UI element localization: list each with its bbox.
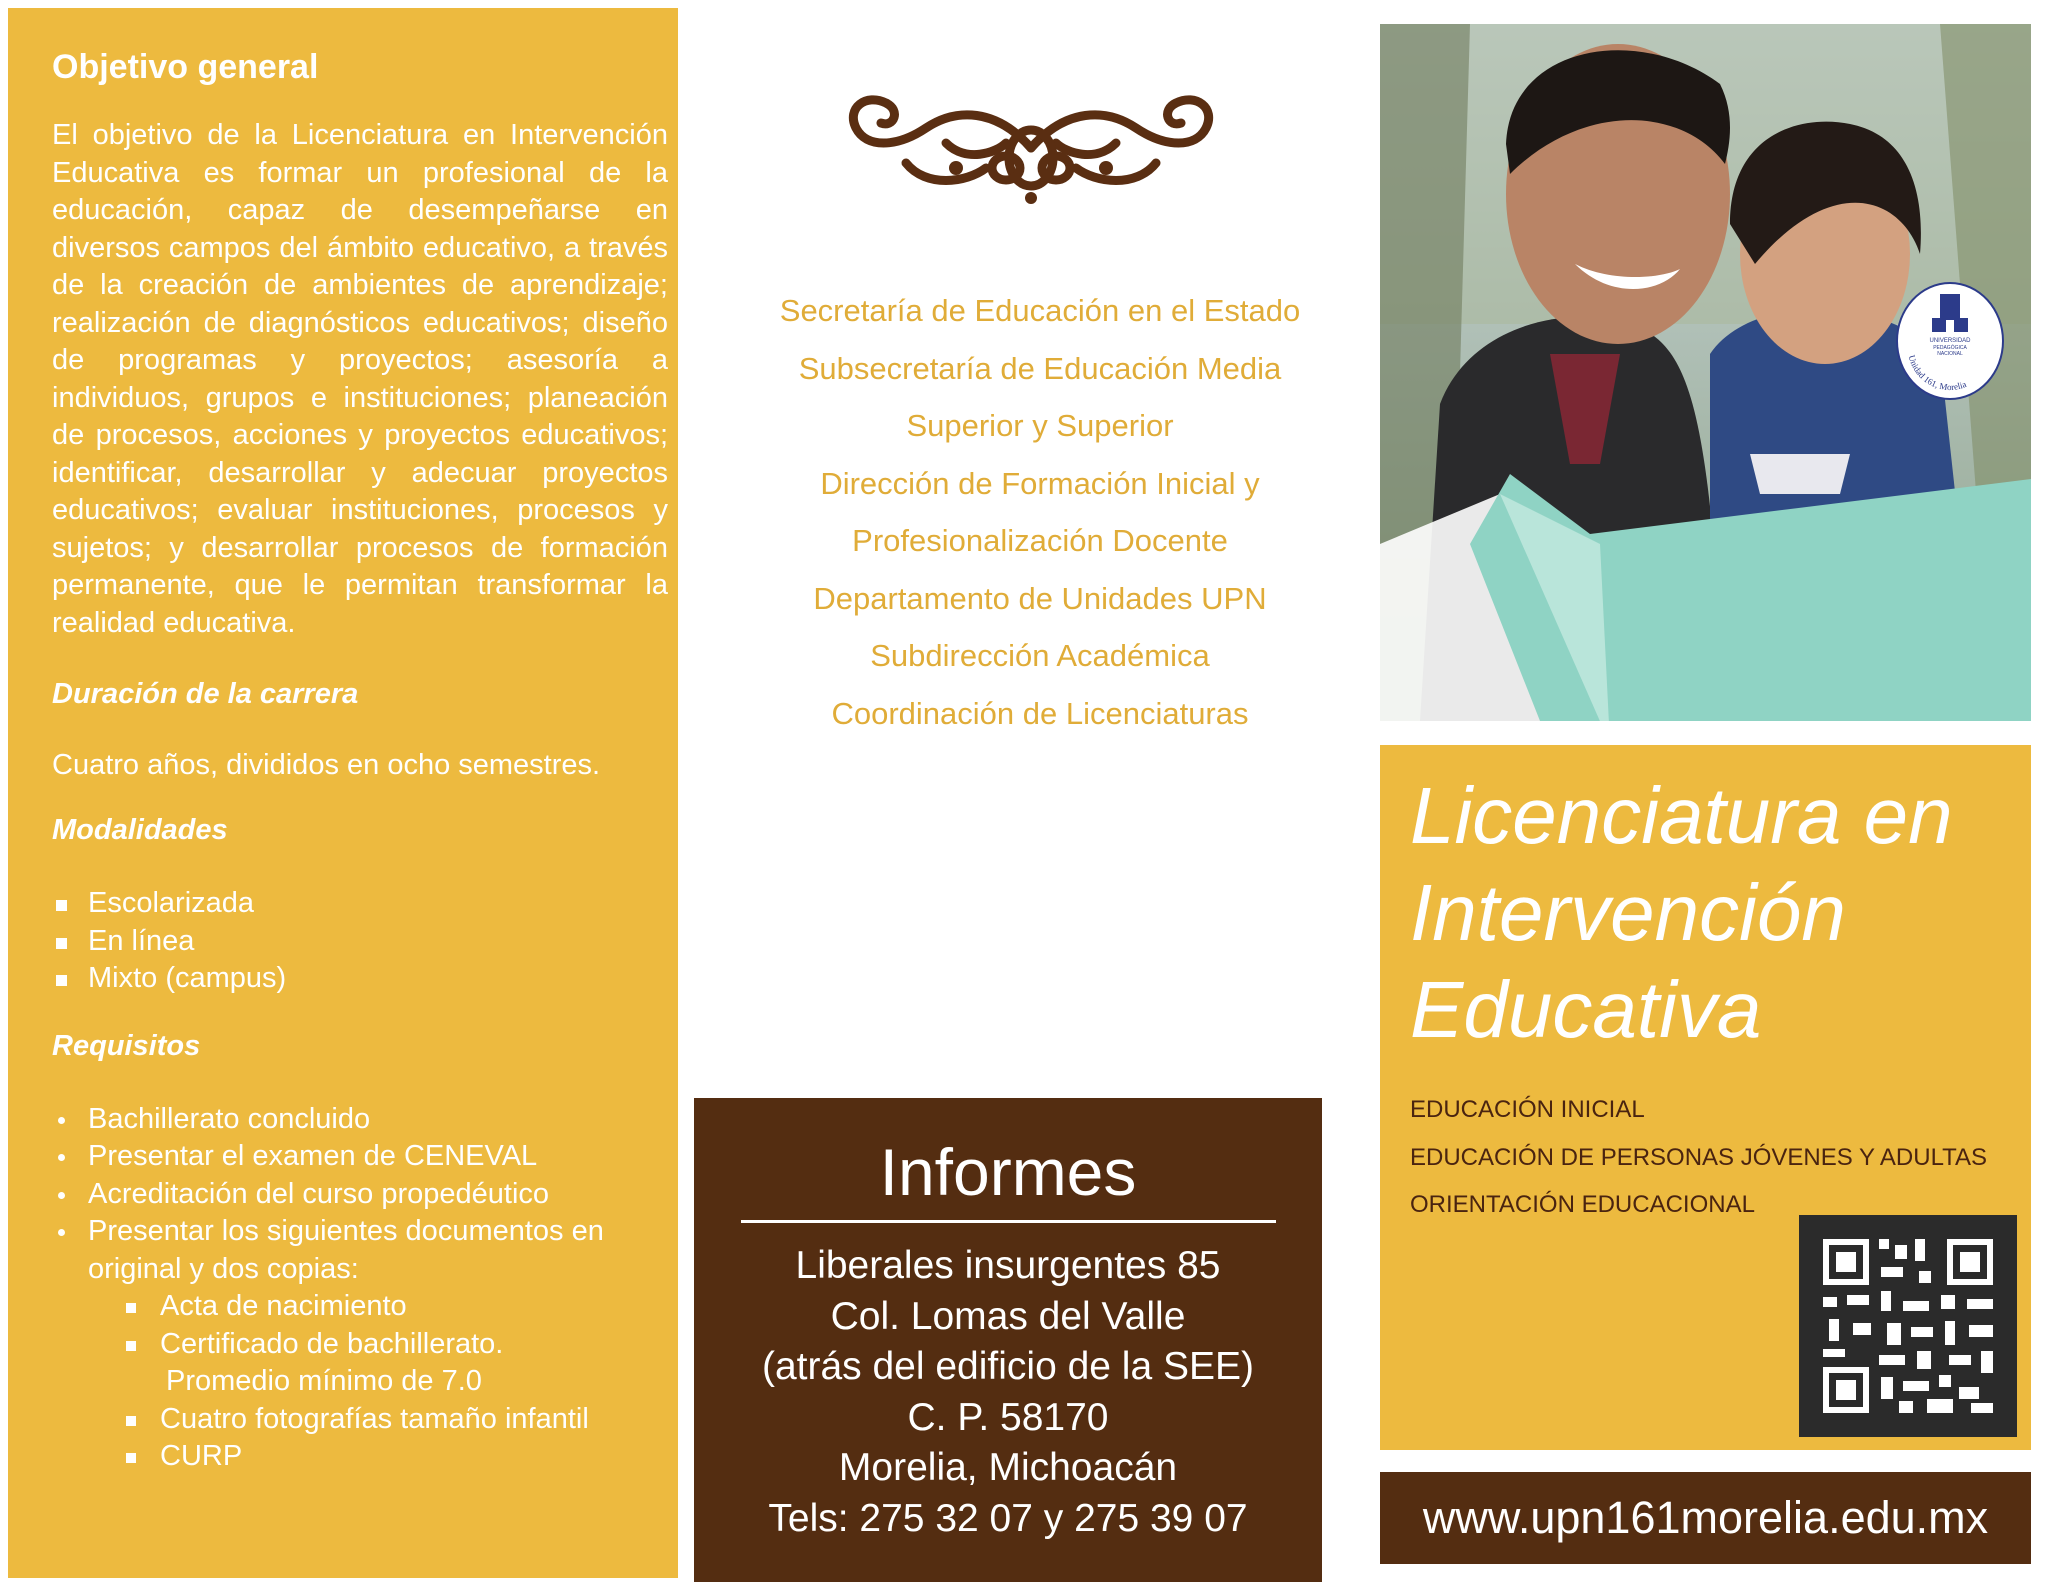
mode-item: Mixto (campus) [52, 960, 658, 998]
website-bar[interactable] [1380, 1472, 2031, 1564]
contact-info [694, 1241, 1322, 1544]
contact-line: (atrás del edificio de la SEE) [761, 1345, 1255, 1388]
logo-line-1: UNIVERSIDAD [1929, 338, 1971, 344]
mode-item: En línea [52, 923, 658, 961]
title-line: Licenciatura en [1410, 771, 1953, 860]
org-line: Dirección de Formación Inicial y [820, 465, 1260, 501]
org-line: Subdirección Académica [870, 638, 1210, 673]
title-line: Educativa [1410, 965, 1762, 1054]
requirement-item: Acreditación del curso propedéutico [52, 1176, 658, 1214]
divider [741, 1220, 1276, 1223]
qr-code [1799, 1215, 2017, 1437]
modes-list [52, 885, 658, 998]
objective-title: Objetivo general [52, 48, 319, 86]
option-item: EDUCACIÓN INICIAL [1410, 1096, 1645, 1123]
documents-list [124, 1288, 658, 1476]
org-line: Departamento de Unidades UPN [813, 580, 1267, 616]
program-title [1410, 767, 2031, 1058]
duration-text: Cuatro años, divididos en ocho semestres. [52, 749, 601, 781]
informes-panel [694, 1098, 1322, 1582]
logo-line-2: PEDAGÓGICA [1933, 345, 1967, 351]
requirement-item: Presentar el examen de CENEVAL [52, 1138, 658, 1176]
website-link[interactable]: www.upn161morelia.edu.mx [1422, 1492, 1989, 1543]
mode-item: Escolarizada [52, 885, 658, 923]
contact-line: Morelia, Michoacán [838, 1446, 1178, 1489]
org-line: Secretaría de Educación en el Estado [779, 293, 1301, 328]
program-options [1410, 1086, 2031, 1229]
organizations-list [700, 282, 1380, 742]
document-item: Certificado de bachillerato. [124, 1326, 658, 1364]
document-item: Acta de nacimiento [124, 1288, 658, 1326]
document-item: Cuatro fotografías tamaño infantil [124, 1401, 658, 1439]
left-panel [8, 8, 678, 1578]
informes-title: Informes [879, 1135, 1137, 1209]
modes-title: Modalidades [52, 814, 228, 846]
document-item: CURP [124, 1438, 658, 1476]
contact-line: Col. Lomas del Valle [830, 1294, 1186, 1338]
requirements-title: Requisitos [52, 1029, 201, 1062]
phone-line: Tels: 275 32 07 y 275 39 07 [768, 1496, 1248, 1540]
requirements-list [52, 1101, 658, 1289]
org-line: Superior y Superior [906, 408, 1174, 443]
objective-text: El objetivo de la Licenciatura en Intervención Educativa es formar un profesional de la educación, capaz de desempeñarse en diversos campos del ámbito educativo, a través de la creación de ambientes de aprendizaje; realización de diagnósticos educativos; diseño de programas y proyectos; asesoría a individuos, grupos e instituciones; planeación de procesos, acciones y proyectos educativos; identificar, desarrollar y adecuar proyectos educativos; evaluar instituciones, procesos y sujetos; y desarrollar procesos de formación permanente, que le permitan transformar la realidad educativa. [52, 119, 668, 639]
option-item: EDUCACIÓN DE PERSONAS JÓVENES Y ADULTAS [1410, 1143, 1988, 1171]
svg-text:Unidad 161, Morelia [1907, 354, 1968, 392]
option-item: ORIENTACIÓN EDUCACIONAL [1410, 1191, 1755, 1218]
contact-line: Liberales insurgentes 85 [795, 1244, 1221, 1287]
logo-line-3: NACIONAL [1937, 351, 1963, 357]
contact-line: C. P. 58170 [907, 1395, 1109, 1439]
upn-logo [1896, 282, 2004, 400]
title-line: Intervención [1410, 868, 1846, 957]
org-line: Coordinación de Licenciaturas [831, 695, 1249, 731]
duration-title: Duración de la carrera [52, 678, 359, 710]
program-title-panel [1380, 745, 2031, 1450]
document-item-note: Promedio mínimo de 7.0 [166, 1365, 482, 1397]
org-line: Subsecretaría de Educación Media [798, 350, 1282, 386]
flourish-ornament-icon [846, 88, 1216, 208]
logo-arc-text: Unidad 161, Morelia [1906, 353, 1968, 393]
requirement-item: Presentar los siguientes documentos en original y dos copias: [52, 1213, 658, 1288]
org-line: Profesionalización Docente [852, 523, 1228, 558]
requirement-item: Bachillerato concluido [52, 1101, 658, 1139]
